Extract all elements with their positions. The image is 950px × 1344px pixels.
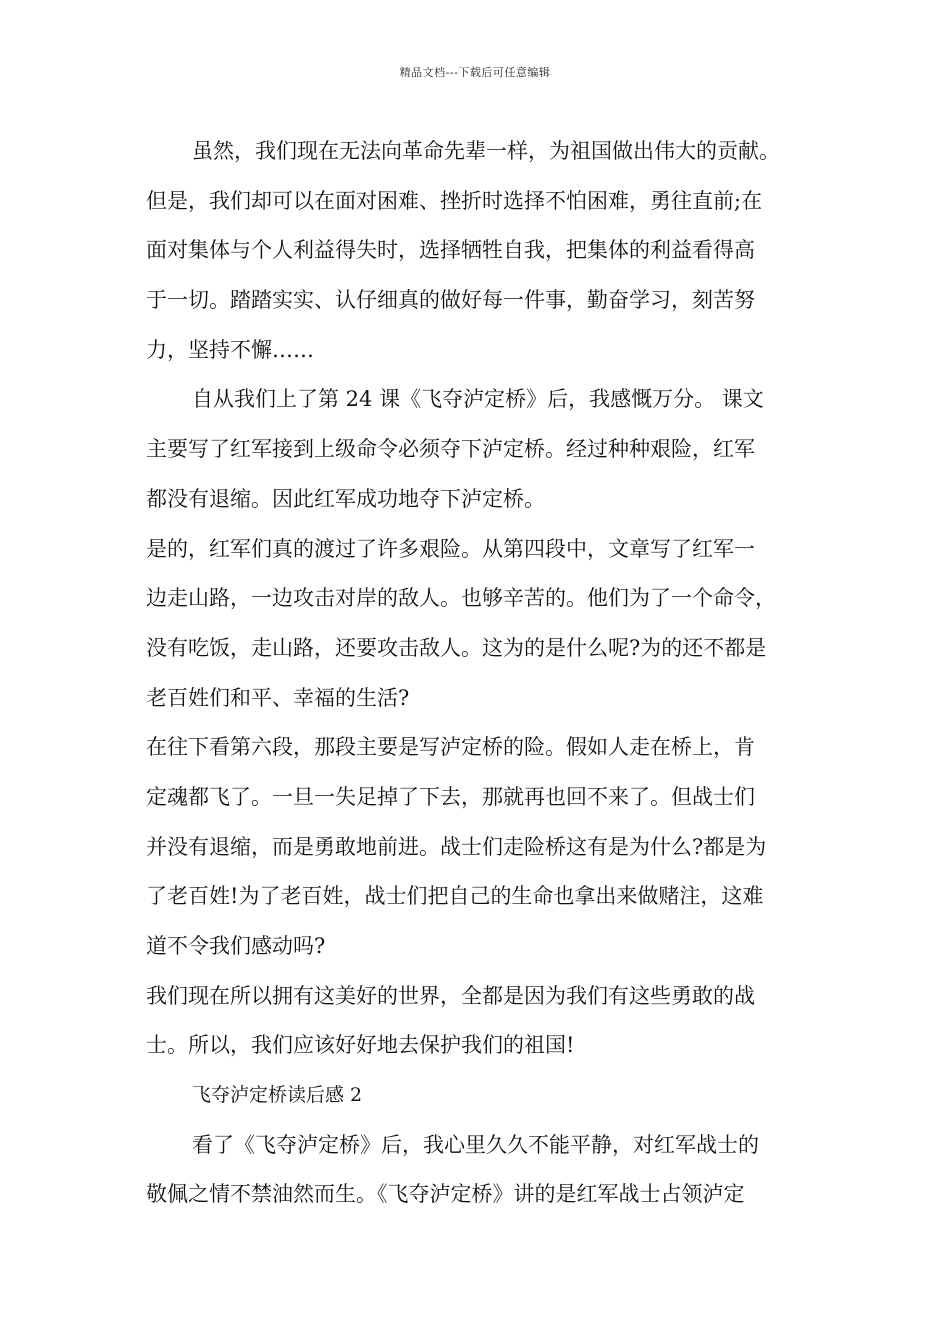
document-body (146, 127, 816, 1220)
text-line: 看了《飞夺泸定桥》后，我心里久久不能平静，对红军战士的 (192, 1132, 759, 1157)
text-line: 主要写了红军接到上级命令必须夺下泸定桥。经过种种艰险，红军 (146, 437, 755, 462)
text-line: 道不令我们感动吗? (146, 934, 326, 958)
text-line: 定魂都飞了。一旦一失足掉了下去，那就再也回不来了。但战士们 (146, 784, 755, 809)
text-line: 力，坚持不懈…… (146, 337, 314, 362)
text-line: 并没有退缩，而是勇敢地前进。战士们走险桥这有是为什么?都是为 (146, 834, 767, 859)
text-line: 没有吃饭，走山路，还要攻击敌人。这为的是什么呢?为的还不都是 (146, 635, 767, 660)
text-line: 都没有退缩。因此红军成功地夺下泸定桥。 (146, 486, 545, 511)
text-line: 虽然，我们现在无法向革命先辈一样，为祖国做出伟大的贡献。 (192, 139, 780, 163)
text-line: 自从我们上了第 24 课《飞夺泸定桥》后，我感慨万分。 课文 (192, 387, 764, 412)
text-line: 边走山路，一边攻击对岸的敌人。也够辛苦的。他们为了一个命令， (146, 586, 776, 611)
text-line: 老百姓们和平、幸福的生活? (146, 685, 410, 710)
text-line: 了老百姓!为了老百姓，战士们把自己的生命也拿出来做赌注，这难 (146, 884, 764, 909)
text-line: 在往下看第六段，那段主要是写泸定桥的险。假如人走在桥上，肯 (146, 735, 755, 760)
text-line: 敬佩之情不禁油然而生。《飞夺泸定桥》讲的是红军战士占领泸定 (146, 1182, 745, 1207)
text-line: 士。所以，我们应该好好地去保护我们的祖国! (146, 1033, 575, 1058)
text-line: 于一切。踏踏实实、认仔细真的做好每一件事，勤奋学习，刻苦努 (146, 288, 755, 313)
text-line: 但是，我们却可以在面对困难、挫折时选择不怕困难，勇往直前;在 (146, 188, 763, 213)
text-line: 面对集体与个人利益得失时，选择牺牲自我，把集体的利益看得高 (146, 238, 755, 263)
text-line: 我们现在所以拥有这美好的世界，全都是因为我们有这些勇敢的战 (146, 983, 755, 1008)
section-title: 飞夺泸定桥读后感 2 (192, 1084, 363, 1107)
page-header: 精品文档---下载后可任意编辑 (399, 66, 551, 79)
text-line: 是的，红军们真的渡过了许多艰险。从第四段中，文章写了红军一 (146, 536, 755, 561)
